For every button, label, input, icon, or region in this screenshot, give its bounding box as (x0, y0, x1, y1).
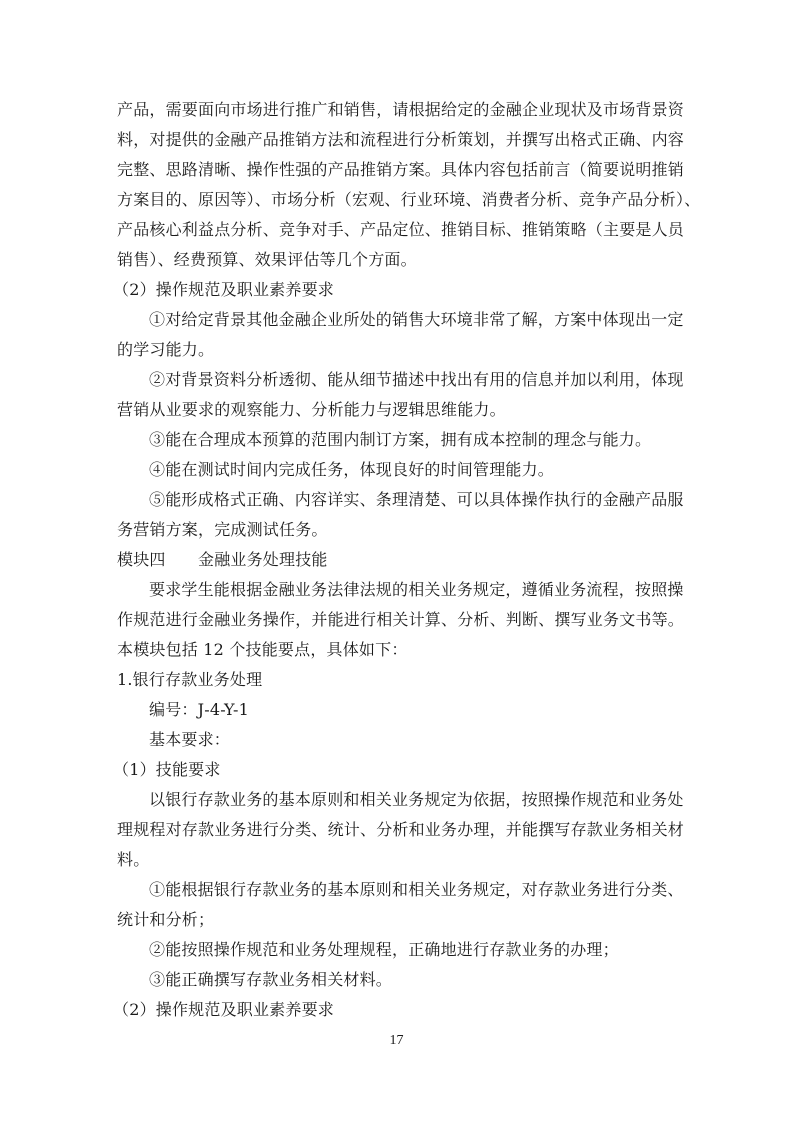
list-item-line: 务营销方案，完成测试任务。 (117, 520, 328, 539)
paragraph-line: 作规范进行金融业务操作，并能进行相关计算、分析、判断、撰写业务文书等。 (117, 610, 685, 629)
paragraph-line: 产品核心利益点分析、竞争对手、产品定位、推销目标、推销策略（主要是人员 (117, 220, 685, 239)
paragraph-line: 以银行存款业务的基本原则和相关业务规定为依据，按照操作规范和业务处 (149, 790, 684, 809)
section-heading: （1）技能要求 (113, 760, 221, 779)
paragraph-line: 产品，需要面向市场进行推广和销售，请根据给定的金融企业现状及市场背景资 (117, 100, 685, 119)
subsection-heading: 1.银行存款业务处理 (117, 670, 263, 689)
list-item-line: 营销从业要求的观察能力、分析能力与逻辑思维能力。 (117, 400, 506, 419)
list-item-line: ①能根据银行存款业务的基本原则和相关业务规定，对存款业务进行分类、 (149, 880, 684, 899)
list-item-line: ③能正确撰写存款业务相关材料。 (149, 970, 393, 989)
list-item-line: ②能按照操作规范和业务处理规程，正确地进行存款业务的办理； (149, 940, 619, 959)
paragraph-line: 销售）、经费预算、效果评估等几个方面。 (117, 250, 417, 269)
list-item-line: ⑤能形成格式正确、内容详实、条理清楚、可以具体操作执行的金融产品服 (149, 490, 684, 509)
list-item-line: ③能在合理成本预算的范围内制订方案，拥有成本控制的理念与能力。 (149, 430, 652, 449)
paragraph-line: 料，对提供的金融产品推销方法和流程进行分析策划，并撰写出格式正确、内容 (117, 130, 685, 149)
list-item-line: 的学习能力。 (117, 340, 215, 359)
list-item-line: ①对给定背景其他金融企业所处的销售大环境非常了解，方案中体现出一定 (149, 310, 684, 329)
paragraph-line: 本模块包括 12 个技能要点，具体如下： (117, 640, 408, 659)
list-item-line: 统计和分析； (117, 910, 215, 929)
basic-requirements-label: 基本要求： (149, 730, 231, 749)
module-heading: 模块四 金融业务处理技能 (117, 550, 328, 569)
page-number: 17 (389, 1033, 404, 1048)
paragraph-line: 完整、思路清晰、操作性强的产品推销方案。具体内容包括前言（简要说明推销 (117, 160, 685, 179)
section-heading: （2）操作规范及职业素养要求 (113, 280, 334, 299)
list-item-line: ②对背景资料分析透彻、能从细节描述中找出有用的信息并加以利用，体现 (149, 370, 684, 389)
section-heading: （2）操作规范及职业素养要求 (113, 1000, 334, 1019)
paragraph-line: 要求学生能根据金融业务法律法规的相关业务规定，遵循业务流程，按照操 (149, 580, 684, 599)
paragraph-line: 料。 (117, 850, 150, 869)
paragraph-line: 理规程对存款业务进行分类、统计、分析和业务办理，并能撰写存款业务相关材 (117, 820, 685, 839)
list-item-line: ④能在测试时间内完成任务，体现良好的时间管理能力。 (149, 460, 555, 479)
paragraph-line: 方案目的、原因等）、市场分析（宏观、行业环境、消费者分析、竞争产品分析）、 (117, 190, 701, 209)
item-code: 编号：J-4-Y-1 (149, 700, 250, 719)
